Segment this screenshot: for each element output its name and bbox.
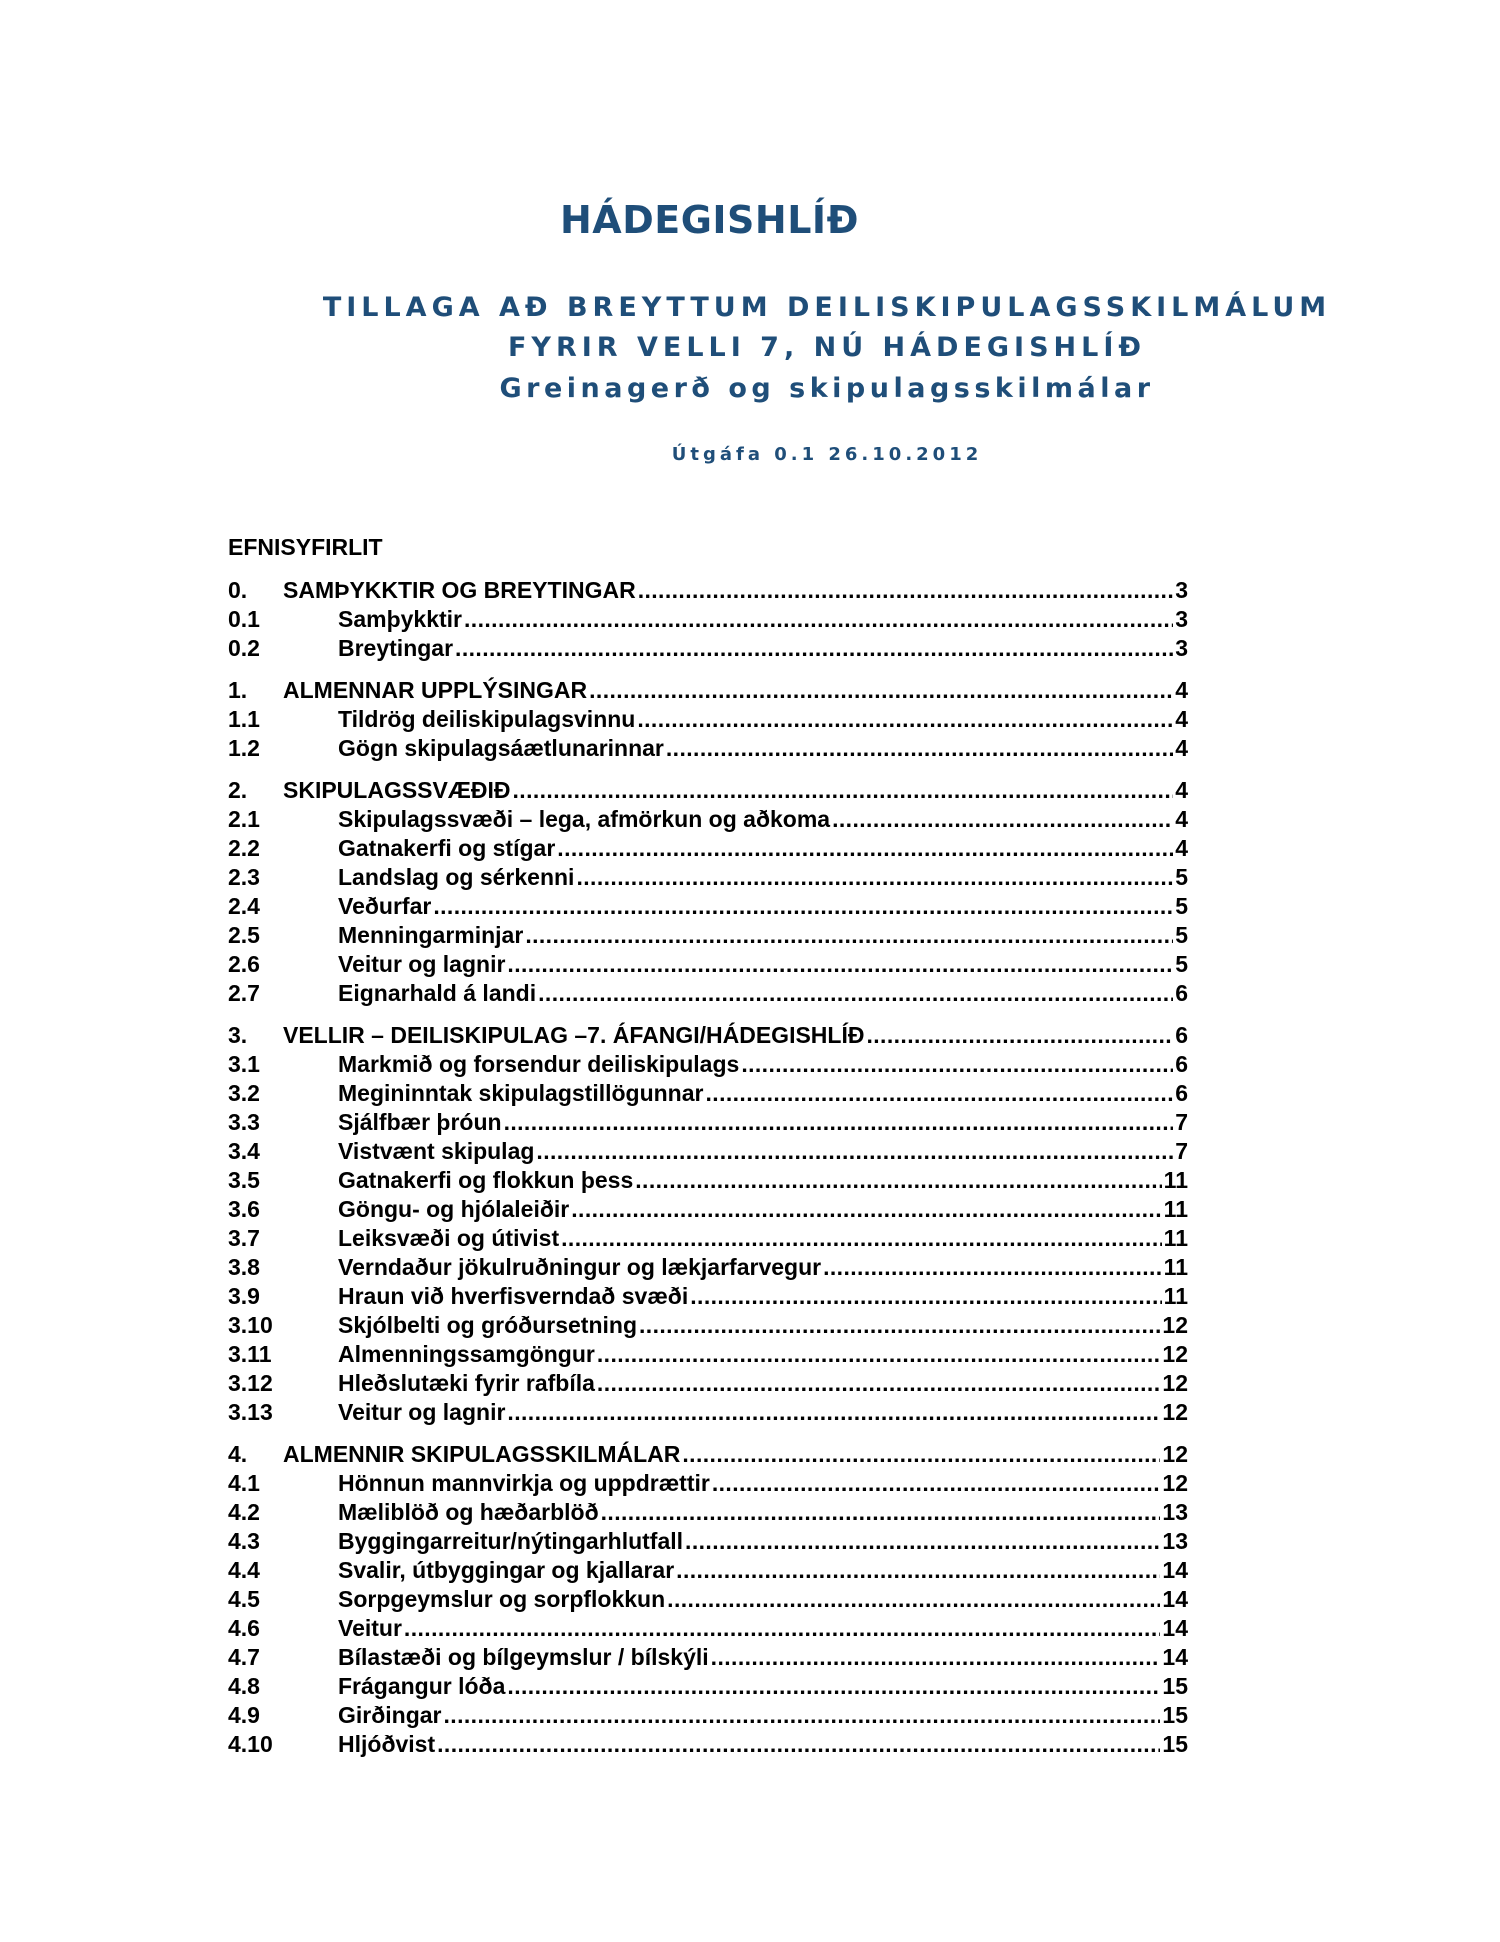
toc-subsection-entry [228,921,1188,950]
toc-subsection-entry [228,1469,1188,1498]
toc-dot-leader [571,1195,1161,1224]
toc-dot-leader [711,1643,1161,1672]
toc-entry-number: 3.11 [228,1341,272,1367]
toc-entry-page: 5 [1175,893,1188,919]
toc-subsection-entry [228,892,1188,921]
toc-subsection-entry [228,950,1188,979]
toc-entry-page: 7 [1175,1109,1188,1135]
toc-dot-leader [597,1369,1160,1398]
toc-section-entry [228,676,1188,705]
toc-subsection-entry [228,1340,1188,1369]
toc-subsection-entry [228,1730,1188,1759]
toc-entry-page: 11 [1163,1225,1188,1251]
toc-dot-leader [464,605,1173,634]
toc-dot-leader [525,921,1173,950]
toc-dot-leader [637,705,1173,734]
toc-entry-number: 1. [228,677,248,703]
toc-dot-leader [667,1585,1160,1614]
toc-entry-page: 3 [1175,606,1188,632]
toc-entry-number: 3.5 [228,1167,260,1193]
toc-entry-page: 11 [1163,1167,1188,1193]
toc-entry-number: 1.2 [228,735,260,761]
toc-entry-number: 2.6 [228,951,260,977]
toc-entry-title: Almenningssamgöngur [338,1341,595,1367]
toc-entry-title: Veitur [338,1615,402,1641]
toc-entry-page: 6 [1175,1051,1188,1077]
toc-dot-leader [504,1108,1174,1137]
toc-subsection-entry [228,1282,1188,1311]
toc-entry-number: 3.1 [228,1051,260,1077]
toc-subsection-entry [228,1398,1188,1427]
toc-entry-title: Frágangur lóða [338,1673,506,1699]
toc-subsection-entry [228,1137,1188,1166]
toc-dot-leader [455,634,1173,663]
toc-entry-title: Gatnakerfi og flokkun þess [338,1167,634,1193]
toc-entry-page: 4 [1175,777,1188,803]
toc-entry-number: 1.1 [228,706,260,732]
toc-dot-leader [536,1137,1173,1166]
toc-entry-page: 13 [1162,1499,1188,1525]
toc-entry-number: 4.10 [228,1731,273,1757]
toc-entry-page: 12 [1162,1470,1188,1496]
toc-dot-leader [741,1050,1173,1079]
toc-entry-number: 2.4 [228,893,260,919]
toc-entry-title: Skjólbelti og gróðursetning [338,1312,637,1338]
toc-entry-page: 14 [1162,1615,1188,1641]
toc-entry-page: 14 [1162,1644,1188,1670]
toc-entry-number: 4.1 [228,1470,260,1496]
toc-dot-leader [676,1556,1160,1585]
toc-subsection-entry [228,1643,1188,1672]
toc-entry-title: Bílastæði og bílgeymslur / bílskýli [338,1644,709,1670]
toc-entry-page: 15 [1162,1673,1188,1699]
toc-dot-leader [507,1672,1160,1701]
toc-entry-number: 0. [228,577,248,603]
toc-entry-title: Byggingarreitur/nýtingarhlutfall [338,1528,684,1554]
toc-subsection-entry [228,834,1188,863]
toc-subsection-entry [228,1614,1188,1643]
toc-entry-page: 6 [1175,1022,1188,1048]
toc-entry-page: 3 [1175,577,1188,603]
toc-dot-leader [601,1498,1161,1527]
version-label: Útgáfa 0.1 26.10.2012 [671,444,983,465]
toc-dot-leader [404,1614,1160,1643]
toc-entry-page: 4 [1175,806,1188,832]
toc-entry-number: 2. [228,777,248,803]
toc-dot-leader [705,1079,1173,1108]
toc-heading: EFNISYFIRLIT [228,534,383,560]
toc-dot-leader [682,1440,1160,1469]
toc-subsection-entry [228,1166,1188,1195]
toc-entry-number: 3.12 [228,1370,273,1396]
toc-entry-title: Svalir, útbyggingar og kjallarar [338,1557,675,1583]
toc-entry-page: 11 [1163,1254,1188,1280]
toc-entry-number: 3.8 [228,1254,260,1280]
table-of-contents [228,576,1188,1759]
toc-entry-page: 15 [1162,1731,1188,1757]
subtitle-line-3: Greinagerð og skipulagsskilmálar [499,373,1155,404]
toc-subsection-entry [228,705,1188,734]
toc-subsection-entry [228,1050,1188,1079]
toc-entry-title: Landslag og sérkenni [338,864,575,890]
toc-entry-page: 11 [1163,1196,1188,1222]
document-title: HÁDEGISHLÍÐ [560,198,859,242]
toc-entry-page: 4 [1175,835,1188,861]
toc-subsection-entry [228,1195,1188,1224]
toc-entry-title: Breytingar [338,635,454,661]
toc-entry-number: 3.7 [228,1225,260,1251]
toc-section-entry [228,776,1188,805]
toc-dot-leader [538,979,1173,1008]
toc-entry-number: 4.2 [228,1499,260,1525]
toc-entry-title: Sjálfbær þróun [338,1109,502,1135]
toc-entry-page: 5 [1175,951,1188,977]
toc-subsection-entry [228,863,1188,892]
toc-dot-leader [832,805,1173,834]
toc-entry-number: 3.13 [228,1399,273,1425]
toc-entry-page: 5 [1175,922,1188,948]
toc-entry-number: 3. [228,1022,248,1048]
toc-subsection-entry [228,1701,1188,1730]
toc-entry-number: 0.1 [228,606,260,632]
toc-entry-title: Veitur og lagnir [338,1399,506,1425]
toc-dot-leader [690,1282,1161,1311]
toc-entry-title: Hraun við hverfisverndað svæði [338,1283,689,1309]
toc-entry-number: 4.5 [228,1586,260,1612]
toc-entry-page: 3 [1175,635,1188,661]
toc-entry-title: Tildrög deiliskipulagsvinnu [338,706,636,732]
toc-section-entry [228,1021,1188,1050]
toc-entry-number: 3.6 [228,1196,260,1222]
toc-entry-number: 4.9 [228,1702,260,1728]
toc-entry-number: 0.2 [228,635,260,661]
toc-dot-leader [638,576,1174,605]
toc-subsection-entry [228,1224,1188,1253]
toc-section-entry [228,576,1188,605]
toc-subsection-entry [228,805,1188,834]
toc-dot-leader [639,1311,1160,1340]
toc-dot-leader [685,1527,1160,1556]
toc-entry-number: 3.4 [228,1138,260,1164]
toc-subsection-entry [228,605,1188,634]
subtitle-line-2: FYRIR VELLI 7, NÚ HÁDEGISHLÍÐ [507,332,1147,363]
toc-entry-page: 4 [1175,735,1188,761]
toc-dot-leader [561,1224,1162,1253]
toc-entry-page: 6 [1175,980,1188,1006]
toc-entry-title: Veitur og lagnir [338,951,506,977]
toc-entry-page: 4 [1175,706,1188,732]
toc-section-entry [228,1440,1188,1469]
toc-subsection-entry [228,1498,1188,1527]
toc-entry-page: 5 [1175,864,1188,890]
toc-entry-title: Leiksvæði og útivist [338,1225,560,1251]
toc-entry-number: 4.6 [228,1615,260,1641]
toc-entry-title: Menningarminjar [338,922,524,948]
toc-subsection-entry [228,734,1188,763]
toc-dot-leader [823,1253,1162,1282]
toc-dot-leader [666,734,1173,763]
toc-dot-leader [507,1398,1160,1427]
toc-entry-title: Göngu- og hjólaleiðir [338,1196,570,1222]
toc-entry-number: 4.3 [228,1528,260,1554]
toc-entry-page: 4 [1175,677,1188,703]
toc-entry-page: 11 [1163,1283,1188,1309]
toc-entry-page: 12 [1162,1312,1188,1338]
toc-entry-page: 12 [1162,1370,1188,1396]
toc-dot-leader [557,834,1173,863]
toc-subsection-entry [228,979,1188,1008]
toc-subsection-entry [228,1585,1188,1614]
toc-dot-leader [866,1021,1173,1050]
toc-entry-title: Markmið og forsendur deiliskipulags [338,1051,740,1077]
toc-entry-page: 15 [1162,1702,1188,1728]
toc-subsection-entry [228,1311,1188,1340]
toc-entry-title: Vistvænt skipulag [338,1138,535,1164]
toc-entry-title: VELLIR – DEILISKIPULAG –7. ÁFANGI/HÁDEGISHLÍÐ [283,1022,865,1048]
toc-entry-number: 3.10 [228,1312,273,1338]
toc-entry-page: 13 [1162,1528,1188,1554]
toc-entry-number: 2.3 [228,864,260,890]
toc-dot-leader [597,1340,1161,1369]
toc-entry-title: Hljóðvist [338,1731,436,1757]
toc-subsection-entry [228,1079,1188,1108]
toc-entry-number: 2.7 [228,980,260,1006]
toc-entry-page: 7 [1175,1138,1188,1164]
toc-entry-page: 12 [1162,1341,1188,1367]
toc-entry-title: SAMÞYKKTIR OG BREYTINGAR [283,577,636,603]
toc-dot-leader [512,776,1173,805]
toc-subsection-entry [228,1527,1188,1556]
toc-entry-title: Sorpgeymslur og sorpflokkun [338,1586,666,1612]
toc-entry-title: ALMENNAR UPPLÝSINGAR [283,677,588,703]
toc-subsection-entry [228,1108,1188,1137]
toc-entry-title: Eignarhald á landi [338,980,537,1006]
toc-subsection-entry [228,634,1188,663]
toc-entry-page: 14 [1162,1586,1188,1612]
toc-entry-number: 4. [228,1441,248,1467]
toc-entry-number: 4.4 [228,1557,260,1583]
toc-subsection-entry [228,1369,1188,1398]
toc-entry-title: Girðingar [338,1702,442,1728]
toc-dot-leader [507,950,1173,979]
toc-entry-title: ALMENNIR SKIPULAGSSKILMÁLAR [283,1441,681,1467]
toc-entry-title: Skipulagssvæði – lega, afmörkun og aðkoma [338,806,831,832]
toc-entry-number: 2.2 [228,835,260,861]
toc-dot-leader [437,1730,1160,1759]
toc-dot-leader [576,863,1173,892]
toc-entry-title: Gögn skipulagsáætlunarinnar [338,735,664,761]
toc-entry-title: Veðurfar [338,893,432,919]
toc-entry-number: 2.1 [228,806,260,832]
toc-subsection-entry [228,1672,1188,1701]
toc-dot-leader [444,1701,1161,1730]
toc-entry-title: Megininntak skipulagstillögunnar [338,1080,704,1106]
toc-entry-title: Verndaður jökulruðningur og lækjarfarvegur [338,1254,822,1280]
toc-entry-number: 4.8 [228,1673,260,1699]
toc-subsection-entry [228,1253,1188,1282]
toc-entry-title: Samþykktir [338,606,463,632]
toc-entry-title: Hleðslutæki fyrir rafbíla [338,1370,595,1396]
toc-entry-page: 12 [1162,1399,1188,1425]
toc-dot-leader [635,1166,1161,1195]
toc-entry-title: Gatnakerfi og stígar [338,835,556,861]
toc-entry-number: 3.3 [228,1109,260,1135]
toc-dot-leader [589,676,1173,705]
toc-entry-number: 3.2 [228,1080,260,1106]
toc-entry-title: Hönnun mannvirkja og uppdrættir [338,1470,710,1496]
toc-entry-page: 6 [1175,1080,1188,1106]
toc-dot-leader [433,892,1173,921]
toc-entry-number: 4.7 [228,1644,260,1670]
toc-entry-page: 14 [1162,1557,1188,1583]
toc-entry-title: SKIPULAGSSVÆÐIÐ [283,777,511,803]
toc-entry-number: 2.5 [228,922,260,948]
toc-entry-title: Mæliblöð og hæðarblöð [338,1499,599,1525]
toc-entry-page: 12 [1162,1441,1188,1467]
subtitle-line-1: TILLAGA AÐ BREYTTUM DEILISKIPULAGSSKILMÁLUM [322,292,1332,323]
toc-subsection-entry [228,1556,1188,1585]
toc-dot-leader [712,1469,1161,1498]
toc-entry-number: 3.9 [228,1283,260,1309]
